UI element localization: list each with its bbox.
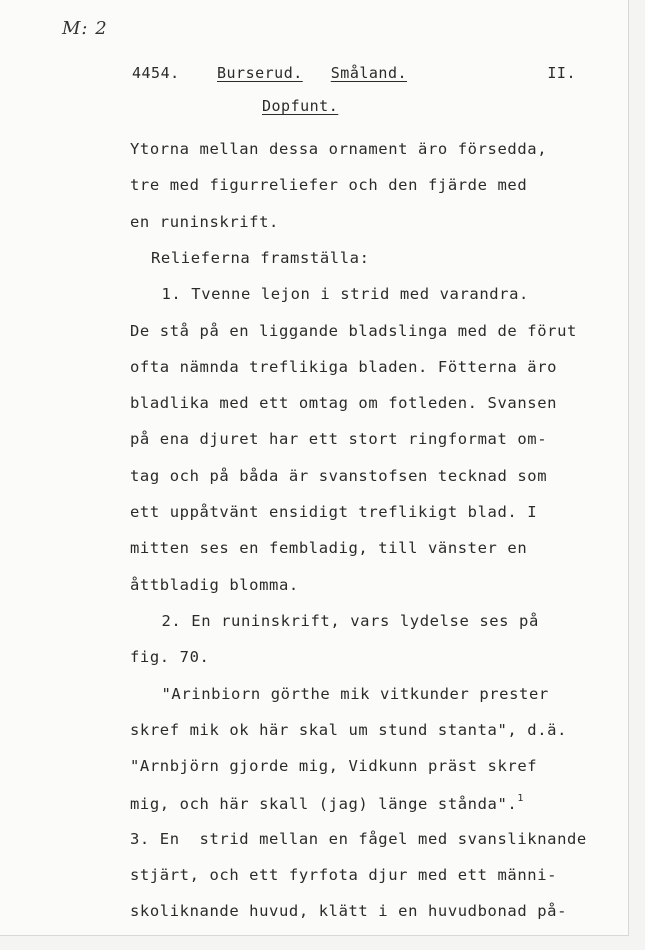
text-line-content: Ytorna mellan dessa ornament äro försedda, bbox=[130, 140, 548, 158]
text-line bbox=[162, 612, 539, 630]
location-title bbox=[217, 64, 407, 82]
text-line bbox=[130, 430, 547, 448]
text-line-content: Relieferna framställa: bbox=[151, 248, 370, 267]
text-line bbox=[162, 685, 549, 703]
text-line-content: 3. En strid mellan en fågel med svansliknande bbox=[130, 829, 587, 848]
text-line bbox=[130, 830, 587, 848]
text-line bbox=[162, 285, 529, 303]
text-line-content: mig, och här skall (jag) länge stånda". bbox=[130, 795, 518, 814]
text-line bbox=[130, 576, 299, 594]
text-line bbox=[130, 648, 209, 666]
page-number: II. bbox=[547, 64, 576, 82]
handwritten-mark: M: 2 bbox=[62, 18, 108, 39]
text-line bbox=[151, 249, 370, 267]
text-line bbox=[130, 394, 557, 412]
text-line bbox=[130, 213, 279, 231]
text-line-content: De stå på en liggande bladslinga med de förut bbox=[130, 321, 577, 340]
text-line-content: skoliknande huvud, klätt i en huvudbonad på- bbox=[130, 902, 567, 921]
text-line-content: mitten ses en fembladig, till vänster en bbox=[130, 539, 528, 558]
text-line bbox=[130, 757, 537, 775]
text-line bbox=[130, 322, 577, 340]
text-line bbox=[130, 358, 557, 376]
text-line bbox=[130, 793, 524, 813]
text-line-content: tre med figurreliefer och den fjärde med bbox=[130, 176, 528, 195]
footnote-marker: 1 bbox=[517, 793, 524, 805]
text-line-content: bladlika med ett omtag om fotleden. Svansen bbox=[130, 394, 558, 413]
text-line bbox=[130, 467, 547, 485]
text-line bbox=[130, 539, 527, 557]
text-line-content: "Arinbiorn görthe mik vitkunder prester bbox=[161, 684, 549, 703]
text-line-content: fig. 70. bbox=[130, 648, 210, 667]
text-line-content: ofta nämnda treflikiga bladen. Fötterna äro bbox=[130, 357, 558, 376]
province-name: Småland. bbox=[330, 64, 408, 82]
text-line-content: tag och på båda är svanstofsen tecknad som bbox=[130, 466, 548, 485]
text-line-content: på ena djuret har ett stort ringformat om- bbox=[130, 430, 548, 449]
text-line bbox=[130, 503, 537, 521]
text-line bbox=[130, 866, 557, 884]
catalogue-number: 4454. bbox=[132, 64, 180, 82]
text-line-content: ett uppåtvänt ensidigt treflikigt blad. I bbox=[130, 503, 538, 521]
text-line bbox=[130, 176, 527, 194]
text-line bbox=[130, 721, 567, 739]
text-line-content: stjärt, och ett fyrfota djur med ett männi- bbox=[130, 866, 558, 884]
text-line-content: 2. En runinskrift, vars lydelse ses på bbox=[161, 611, 539, 630]
text-line bbox=[130, 902, 567, 920]
parish-name: Burserud. bbox=[217, 64, 303, 82]
text-line-content: en runinskrift. bbox=[130, 212, 279, 231]
text-line-content: "Arnbjörn gjorde mig, Vidkunn präst skref bbox=[130, 757, 538, 776]
text-line-content: skref mik ok här skal um stund stanta", d.ä. bbox=[130, 720, 567, 739]
section-subtitle: Dopfunt. bbox=[262, 97, 339, 115]
text-line-content: 1. Tvenne lejon i strid med varandra. bbox=[161, 285, 529, 304]
text-line bbox=[130, 140, 547, 158]
text-line-content: åttbladig blomma. bbox=[130, 575, 299, 594]
